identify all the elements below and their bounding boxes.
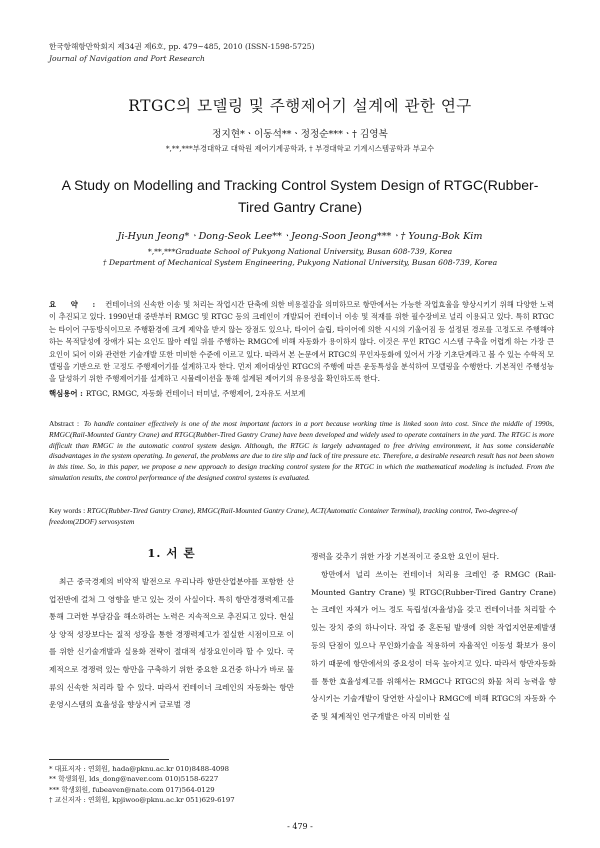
body-paragraph: 항만에서 널리 쓰이는 컨테이너 처리용 크레인 중 RMGC (Rail-Mounted Gantry Crane) 및 RTGC(Rubber-Tired Gantry Crane)는 크레인 자체가 어느 정도 독립성(자율성)을 갖고 컨테이너를 처리할 수 있는 장치 중의 하나이다. 작업 중 혼돈됨 발생에 의한 작업지연문제발생 등의 단점이 있으나 무인화기술을 적용하여 자율적인 이동성 확보가 용이하기 때문에 항만에서의 중요성이 더욱 높아지고 있다. 따라서 항만자동화를 통한 효율성제고를 위해서는 RMGC나 RTGC의 화물 처리 능력을 향상시키는 기술개발이 당연한 사실이나 RMGC에 비해 RTGC의 자동화 수준 및 체계적인 연구개발은 아직 미비한 실 — [311, 569, 556, 722]
affiliation-ko: *,**,***부경대학교 대학원 제어기계공학과, † 부경대학교 기계시스템공학과 부교수 — [165, 144, 435, 153]
keywords-ko — [49, 388, 305, 399]
section-heading-introduction: 1. 서 론 — [147, 546, 196, 560]
body-column-right — [311, 548, 556, 726]
body-paragraph: 최근 중국경제의 비약적 발전으로 우리나라 항만산업분야를 포함한 산업전반에 걸쳐 그 영향을 받고 있는 것이 사실이다. 특히 항만경쟁력제고를 통해 그러한 부담감을 해소하려는 노력은 지속적으로 추진되고 있다. 현실상 양적 성장보다는 질적 성장을 통한 경쟁력제고가 절실한 시점이므로 이를 위한 신기술개발과 실용화 전략이 절대적 성장요인이라 할 수 있다. 국제적으로 경쟁력 있는 항만을 구축하기 위한 중요한 요건중 하나가 바로 물류의 신속한 처리라 할 수 있다. 따라서 컨테이너 크레인의 자동화는 항만운영시스템의 효율성을 향상시켜 글로벌 경 — [49, 577, 294, 710]
keywords-en-label: Key words : — [49, 506, 86, 515]
paper-title-en: A Study on Modelling and Tracking Control System Design of RTGC(Rubber-Tired Gantry Crane) — [61, 177, 539, 215]
footnote-divider — [49, 759, 169, 760]
body-paragraph: 쟁력을 갖추기 위한 가장 기본적이고 중요한 요인이 된다. — [311, 552, 500, 561]
journal-name-en: Journal of Navigation and Port Research — [49, 53, 205, 63]
keywords-en-text: RTGC(Rubber-Tired Gantry Crane), RMGC(Rail-Mounted Gantry Crane), ACT(Automatic Container Terminal), tracking control, Two-degree-of freedom(2DOF) servosystem — [49, 506, 518, 526]
footnote: ** 학생회원, lds_dong@naver.com 010)5158-6227 — [49, 775, 219, 784]
abstract-ko-text: 컨테이너의 신속한 이송 및 처리는 작업시간 단축에 의한 비용절감을 의미하므로 항만에서는 가능한 작업효율을 향상시키기 위해 다양한 노력이 추진되고 있다. 1990년대 중반부터 RMGC 및 RTGC 등의 크레인이 개발되어 컨테이너 이송 및 적재를 위한 필수장비로 널리 이용되고 있다. 특히 RTGC는 타이어 구동방식이므로 주행환경에 크게 제약을 받지 않는 장점도 있으나, 타이어 슬립, 타이어에 의한 시시의 기울어짐 등 설정된 경로를 고정도로 주행해야 하는 목적달성에 장애가 되는 요인도 많아 레일 위를 주행하는 RMGC에 비해 자동화가 용이하지 않다. 이것은 무인 RTGC 시스템 구축을 어렵게 하는 가장 큰 요인이 되어 이와 관련한 기술개발 또한 미비한 수준에 이르고 있다. 따라서 본 논문에서 RTGC의 무인자동화에 있어서 가장 기초단계라고 볼 수 있는 수학적 모델링을 기반으로 한 고정도 주행제어기를 설계하고자 한다. 먼저 제어대상인 RTGC의 주행에 따른 운동특성을 분석하여 모델링을 수행한다. 기본적인 주행성능을 달성하기 위한 주행제어기를 설계하고 시뮬레이션을 통해 설계된 제어기의 유용성을 확인하도록 한다. — [49, 300, 555, 384]
page-number: - 479 - — [287, 822, 313, 831]
footnote: † 교신저자 : 연회원, kpjiwoo@pknu.ac.kr 051)629-6197 — [49, 795, 235, 804]
keywords-ko-text: RTGC, RMGC, 자동화 컨테이너 터미널, 주행제어, 2자유도 서보계 — [85, 389, 306, 398]
abstract-ko-label: 요 약 : — [49, 300, 102, 309]
keywords-ko-label: 핵심용어 : — [49, 389, 83, 398]
affiliation-en-line: † Department of Mechanical System Engineering, Pukyong National University, Busan 608-739, Korea — [102, 258, 498, 267]
body-column-left — [49, 573, 294, 714]
journal-info-ko: 한국항해항만학회지 제34권 제6호, pp. 479~485, 2010 (ISSN-1598-5725) — [49, 42, 315, 51]
authors-en: Ji-Hyun Jeong*ㆍDong-Seok Lee**ㆍJeong-Soon Jeong***ㆍ† Young-Bok Kim — [117, 231, 483, 242]
abstract-en-label: Abstract : — [49, 419, 79, 428]
footnotes — [49, 764, 235, 805]
keywords-en — [49, 505, 554, 527]
affiliation-en-line: *,**,***Graduate School of Pukyong National University, Busan 608-739, Korea — [147, 247, 453, 256]
footnote: *** 학생회원, fubeaven@nate.com 017)564-0129 — [49, 785, 215, 794]
footnote: * 대표저자 : 연회원, hada@pknu.ac.kr 010)8488-4098 — [49, 765, 229, 773]
affiliation-en — [0, 246, 600, 268]
abstract-en-text: To handle container effectively is one of the most important factors in a port because working time is linked soon into cost. Since the middle of 1990s, RMGC(Rail-Mounted Gantry Crane) and RTGC(Rubber-Tired Gantry Crane) have been developed and widely used to operate containers in the yard. The RTGC is more difficult than RMGC in the automatic control system design. Although, the RTGC is largely advantaged to free driving environment, it has some considerable disadvantages in the system operating. In general, the problems are due to tire slip and lack of tire pressure etc. Therefore, a desirable research result has not been shown in this time. So, in this paper, we propose a new approach to design tracking control system for the RTGC in which the mathematical modeling is included. From the simulation results, the control performance of the designed control systems is evaluated. — [49, 419, 554, 482]
paper-title-ko: RTGC의 모델링 및 주행제어기 설계에 관한 연구 — [128, 97, 472, 115]
abstract-ko — [49, 299, 554, 386]
journal-header — [49, 41, 315, 64]
abstract-en — [49, 419, 554, 484]
authors-ko: 정지현*ㆍ이동석**ㆍ정정순***ㆍ† 김영복 — [212, 129, 388, 140]
